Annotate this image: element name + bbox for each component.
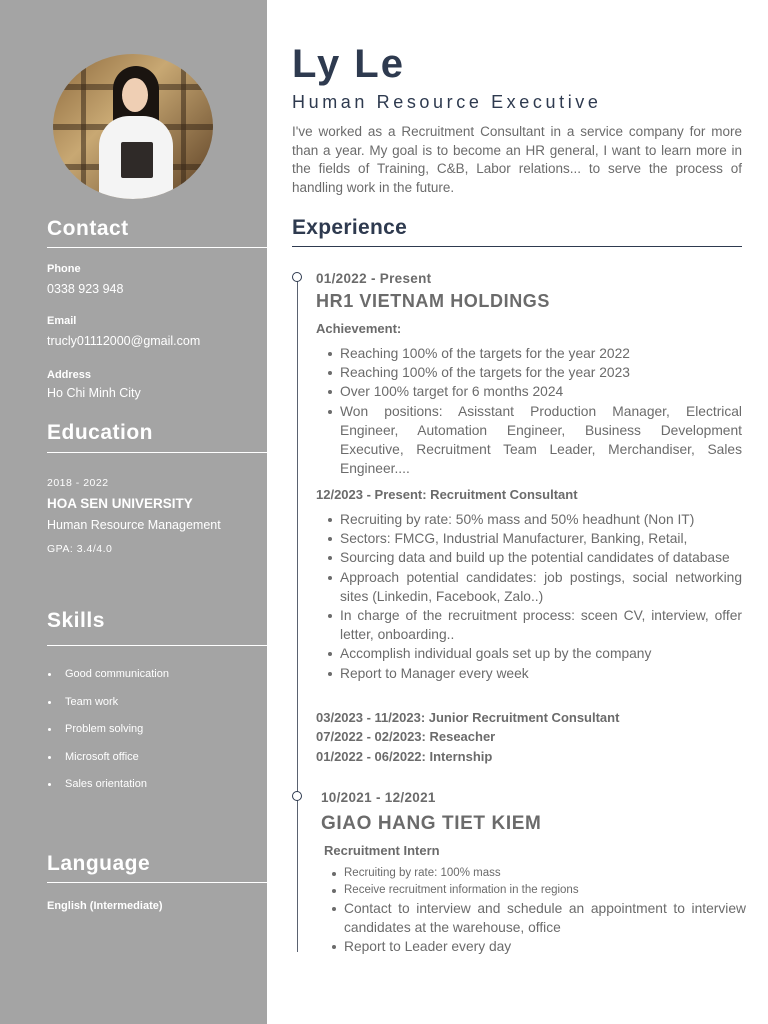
previous-role: 07/2022 - 02/2023: Reseacher: [316, 729, 496, 744]
language-divider: [47, 882, 267, 883]
education-years: 2018 - 2022: [47, 477, 109, 489]
company-name: GIAO HANG TIET KIEM: [321, 813, 542, 834]
list-item: In charge of the recruitment process: sceen CV, interview, offer letter, onboarding..: [316, 606, 742, 644]
language-heading: Language: [47, 852, 151, 875]
achievement-label: Achievement:: [316, 321, 402, 336]
address-label: Address: [47, 369, 92, 381]
education-heading: Education: [47, 421, 154, 444]
job-date: 01/2022 - Present: [316, 271, 432, 286]
list-item: Recruiting by rate: 50% mass and 50% headhunt (Non IT): [316, 510, 742, 529]
phone-value: 0338 923 948: [47, 282, 124, 296]
education-divider: [47, 452, 267, 453]
previous-role: 01/2022 - 06/2022: Internship: [316, 749, 493, 764]
job-title: Human Resource Executive: [292, 92, 602, 112]
skills-divider: [47, 645, 267, 646]
skill-item: Problem solving: [47, 719, 247, 747]
list-item: Report to Manager every week: [316, 664, 742, 683]
duty-list-small: [320, 865, 746, 899]
sidebar: [0, 0, 267, 1024]
skill-item: Microsoft office: [47, 747, 247, 775]
education-gpa: GPA: 3.4/4.0: [47, 543, 113, 555]
profile-summary: I've worked as a Recruitment Consultant in a service company for more than a year. My goal is to become an HR general, I want to learn more in the fields of Training, C&B, Labor relations... to serve the process of handling work in the future.: [292, 124, 742, 195]
education-major: Human Resource Management: [47, 518, 221, 532]
list-item: Approach potential candidates: job postings, social networking sites (Linkedin, Facebook, Zalo..): [316, 568, 742, 606]
achievement-list: [316, 344, 742, 478]
duty-list: [316, 510, 742, 683]
contact-heading: Contact: [47, 217, 129, 240]
skills-list: [47, 664, 247, 802]
duty-list: [320, 899, 746, 957]
experience-divider: [292, 246, 742, 247]
timeline-dot: [292, 272, 302, 282]
email-value: trucly01112000@gmail.com: [47, 334, 201, 348]
list-item: Sectors: FMCG, Industrial Manufacturer, Banking, Retail,: [316, 529, 742, 548]
previous-role: 03/2023 - 11/2023: Junior Recruitment Consultant: [316, 710, 620, 725]
role-title: 12/2023 - Present: Recruitment Consultant: [316, 487, 578, 502]
list-item: Receive recruitment information in the regions: [320, 882, 746, 899]
list-item: Reaching 100% of the targets for the year 2022: [316, 344, 742, 363]
education-school: HOA SEN UNIVERSITY: [47, 496, 193, 511]
profile-photo: [53, 54, 213, 199]
address-value: Ho Chi Minh City: [47, 386, 141, 400]
role-title: Recruitment Intern: [324, 843, 440, 858]
skills-heading: Skills: [47, 609, 105, 632]
language-value: English (Intermediate): [47, 900, 163, 912]
email-label: Email: [47, 315, 77, 327]
skill-item: Team work: [47, 692, 247, 720]
list-item: Won positions: Asisstant Production Manager, Electrical Engineer, Automation Engineer, Business Development Executive, Recruitment Team Leader, Merchandiser, Sales Engineer....: [316, 402, 742, 479]
list-item: Contact to interview and schedule an appointment to interview candidates at the warehouse, office: [320, 899, 746, 937]
list-item: Report to Leader every day: [320, 937, 746, 956]
list-item: Reaching 100% of the targets for the year 2023: [316, 363, 742, 382]
company-name: HR1 VIETNAM HOLDINGS: [316, 291, 551, 311]
list-item: Sourcing data and build up the potential candidates of database: [316, 548, 742, 567]
phone-label: Phone: [47, 263, 81, 275]
skill-item: Sales orientation: [47, 774, 247, 802]
full-name: Ly Le: [292, 42, 405, 86]
contact-divider: [47, 247, 267, 248]
list-item: Recruiting by rate: 100% mass: [320, 865, 746, 882]
job-date: 10/2021 - 12/2021: [321, 790, 436, 805]
list-item: Over 100% target for 6 months 2024: [316, 382, 742, 401]
timeline-dot: [292, 791, 302, 801]
timeline-line: [297, 278, 298, 952]
skill-item: Good communication: [47, 664, 247, 692]
experience-heading: Experience: [292, 216, 408, 239]
list-item: Accomplish individual goals set up by the company: [316, 644, 742, 663]
